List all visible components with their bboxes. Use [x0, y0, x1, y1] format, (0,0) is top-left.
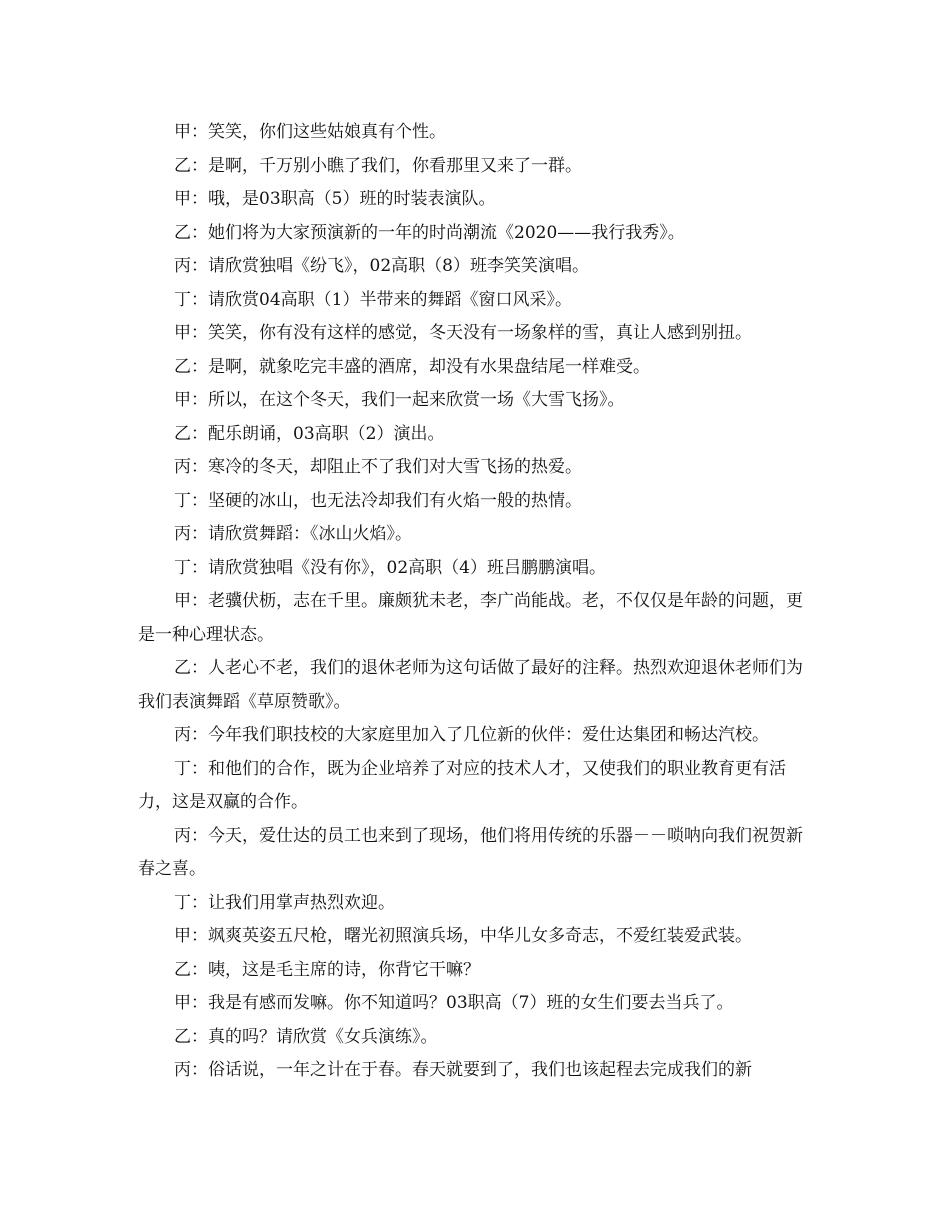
- paragraph: 甲：所以，在这个冬天，我们一起来欣赏一场《大雪飞扬》。: [174, 390, 625, 410]
- paragraph: 丙：今天，爱仕达的员工也来到了现场，他们将用传统的乐器－－唢呐向我们祝贺新春之喜。: [138, 825, 803, 879]
- paragraph: 丁：坚硬的冰山，也无法冷却我们有火焰一般的热情。: [174, 490, 582, 511]
- paragraph: 乙：配乐朗诵，03高职（2）演出。: [174, 423, 445, 444]
- paragraph: 乙：人老心不老，我们的退休老师为这句话做了最好的注释。热烈欢迎退休老师们为我们表演舞蹈《草原赞歌》。: [138, 658, 803, 712]
- paragraph: 乙：咦，这是毛主席的诗，你背它干嘛？: [174, 959, 480, 980]
- paragraph: 甲：笑笑，你有没有这样的感觉，冬天没有一场象样的雪，真让人感到别扭。: [174, 323, 752, 343]
- paragraph: 乙：她们将为大家预演新的一年的时尚潮流《2020——我行我秀》。: [174, 222, 685, 243]
- paragraph: 丙：寒冷的冬天，却阻止不了我们对大雪飞扬的热爱。: [174, 457, 582, 477]
- paragraph: 乙：是啊，就象吃完丰盛的酒席，却没有水果盘结尾一样难受。: [174, 356, 650, 377]
- paragraph: 丁：请欣赏04高职（1）半带来的舞蹈《窗口风采》。: [174, 289, 572, 310]
- paragraph: 甲：飒爽英姿五尺枪，曙光初照演兵场，中华儿女多奇志，不爱红装爱武装。: [174, 926, 752, 946]
- paragraph: 甲：我是有感而发嘛。你不知道吗？03职高（7）班的女生们要去当兵了。: [174, 993, 734, 1013]
- paragraph: 丙：请欣赏独唱《纷飞》，02高职（8）班李笑笑演唱。: [174, 256, 589, 276]
- paragraph: 丙：今年我们职技校的大家庭里加入了几位新的伙伴：爱仕达集团和畅达汽校。: [174, 725, 769, 745]
- paragraph: 丁：和他们的合作，既为企业培养了对应的技术人才，又使我们的职业教育更有活力，这是双赢的合作。: [138, 758, 786, 812]
- paragraph: 甲：哦，是03职高（5）班的时装表演队。: [174, 189, 496, 209]
- document-body: [138, 116, 818, 1088]
- paragraph: 乙：真的吗？请欣赏《女兵演练》。: [174, 1026, 438, 1047]
- paragraph: 丁：请欣赏独唱《没有你》，02高职（4）班吕鹏鹏演唱。: [174, 557, 606, 578]
- paragraph: 丁：让我们用掌声热烈欢迎。: [174, 892, 395, 913]
- paragraph: 乙：是啊，千万别小瞧了我们，你看那里又来了一群。: [174, 155, 582, 176]
- paragraph: 丙：俗话说，一年之计在于春。春天就要到了，我们也该起程去完成我们的新: [174, 1060, 752, 1080]
- paragraph: 甲：老骥伏枥，志在千里。廉颇犹未老，李广尚能战。老，不仅仅是年龄的问题，更是一种心理状态。: [138, 591, 803, 645]
- paragraph: 丙：请欣赏舞蹈：《冰山火焰》。: [174, 524, 412, 544]
- paragraph: 甲：笑笑，你们这些姑娘真有个性。: [174, 122, 446, 142]
